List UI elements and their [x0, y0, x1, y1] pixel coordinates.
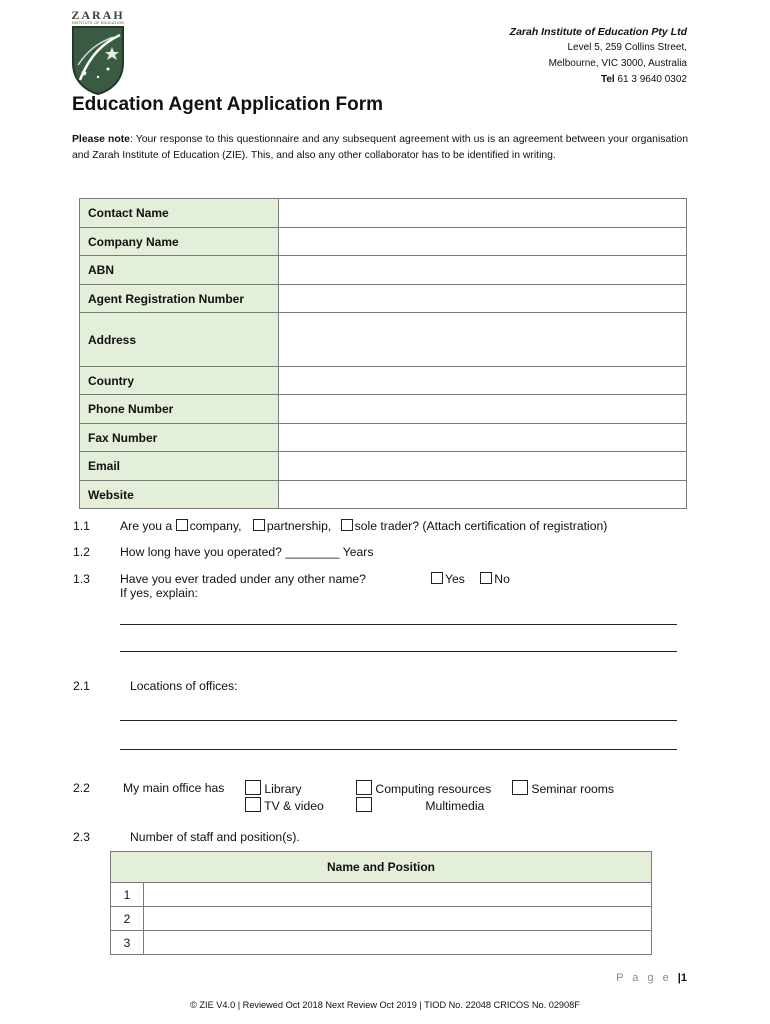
office-line-2[interactable] [120, 749, 677, 750]
page-separator: | [677, 972, 681, 984]
footer-text: © ZIE V4.0 | Reviewed Oct 2018 Next Review Oct 2019 | TIOD No. 22048 CRICOS No. 02908F [190, 1000, 580, 1010]
table-row [111, 907, 652, 931]
field-label-contact-name: Contact Name [80, 199, 279, 228]
shield-emblem-icon [68, 25, 128, 95]
table-row [80, 199, 687, 228]
question-number-2-3: 2.3 [73, 830, 90, 844]
explain-line-1[interactable] [120, 624, 677, 625]
question-number-2-1: 2.1 [73, 679, 90, 693]
field-label-company-name: Company Name [80, 228, 279, 256]
yes-label: Yes [445, 572, 465, 586]
yes-no-options [431, 572, 510, 586]
table-row [111, 931, 652, 955]
partnership-checkbox[interactable] [253, 519, 265, 531]
field-label-phone: Phone Number [80, 395, 279, 424]
phone-input[interactable] [279, 395, 687, 424]
field-label-fax: Fax Number [80, 424, 279, 452]
computing-option [356, 780, 491, 796]
website-input[interactable] [279, 481, 687, 509]
seminar-checkbox[interactable] [512, 780, 528, 795]
tv-video-label: TV & video [264, 799, 324, 813]
table-row [80, 367, 687, 395]
question-1-1 [120, 519, 607, 533]
table-row [80, 285, 687, 313]
contact-details-table [79, 198, 687, 509]
note-label: Please note [72, 134, 130, 145]
q11-sole-trader-label: sole trader? (Attach certification of registration) [354, 519, 608, 533]
yes-checkbox[interactable] [431, 572, 443, 584]
staff-table-header: Name and Position [111, 852, 652, 883]
table-row [111, 883, 652, 907]
table-row [80, 452, 687, 481]
tv-option [245, 797, 324, 813]
question-2-1: Locations of offices: [130, 679, 238, 693]
staff-row-2-input[interactable] [144, 907, 652, 931]
page-number: 1 [680, 972, 687, 984]
field-label-country: Country [80, 367, 279, 395]
contact-name-input[interactable] [279, 199, 687, 228]
question-1-2: How long have you operated? ________ Years [120, 545, 374, 559]
staff-row-number: 2 [111, 907, 144, 931]
staff-row-1-input[interactable] [144, 883, 652, 907]
tel-label: Tel [600, 74, 615, 85]
question-number-1-2: 1.2 [73, 545, 90, 559]
field-label-address: Address [80, 313, 279, 367]
tel-value: 61 3 9640 0302 [617, 74, 687, 85]
page-label: P a g e [616, 972, 672, 984]
table-row [80, 256, 687, 285]
address-line-2: Melbourne, VIC 3000, Australia [548, 58, 687, 69]
agent-registration-input[interactable] [279, 285, 687, 313]
no-checkbox[interactable] [480, 572, 492, 584]
library-option [245, 780, 302, 796]
question-2-2: My main office has [123, 781, 225, 795]
logo-wordmark: ZARAH [71, 8, 125, 22]
multimedia-label: Multimedia [425, 799, 485, 813]
country-input[interactable] [279, 367, 687, 395]
staff-row-number: 3 [111, 931, 144, 955]
table-row [80, 424, 687, 452]
address-input[interactable] [279, 313, 687, 367]
question-number-1-3: 1.3 [73, 572, 90, 586]
seminar-label: Seminar rooms [531, 782, 615, 796]
office-line-1[interactable] [120, 720, 677, 721]
table-row [80, 395, 687, 424]
staff-row-number: 1 [111, 883, 144, 907]
table-row [111, 852, 652, 883]
tv-video-checkbox[interactable] [245, 797, 261, 812]
multimedia-option [356, 797, 484, 813]
library-checkbox[interactable] [245, 780, 261, 795]
page-indicator [616, 972, 687, 984]
q11-partnership-label: partnership, [266, 519, 332, 533]
staff-row-3-input[interactable] [144, 931, 652, 955]
question-1-3: Have you ever traded under any other name? [120, 572, 366, 586]
q11-company-label: company, [189, 519, 242, 533]
staff-table [110, 851, 652, 955]
table-row [80, 481, 687, 509]
email-input[interactable] [279, 452, 687, 481]
library-label: Library [264, 782, 302, 796]
field-label-email: Email [80, 452, 279, 481]
question-2-3: Number of staff and position(s). [130, 830, 300, 844]
seminar-option [512, 780, 614, 796]
field-label-agent-registration: Agent Registration Number [80, 285, 279, 313]
field-label-abn: ABN [80, 256, 279, 285]
address-line-1: Level 5, 259 Collins Street, [567, 42, 687, 53]
form-title: Education Agent Application Form [72, 94, 384, 115]
question-number-2-2: 2.2 [73, 781, 90, 795]
computing-label: Computing resources [375, 782, 492, 796]
company-name-input[interactable] [279, 228, 687, 256]
multimedia-checkbox[interactable] [356, 797, 372, 812]
telephone [510, 72, 687, 88]
table-row [80, 228, 687, 256]
company-address-block [510, 24, 687, 88]
question-1-3-explain: If yes, explain: [120, 586, 198, 600]
company-name: Zarah Institute of Education Pty Ltd [509, 26, 687, 38]
note-text: : Your response to this questionnaire and any subsequent agreement with us is an agreement between your organisation and Zarah Institute of Education (ZIE). This, and also any other collaborator has to be identified in writing. [72, 134, 688, 161]
field-label-website: Website [80, 481, 279, 509]
company-checkbox[interactable] [176, 519, 188, 531]
fax-input[interactable] [279, 424, 687, 452]
explain-line-2[interactable] [120, 651, 677, 652]
please-note-paragraph [72, 132, 688, 164]
zarah-logo [68, 8, 134, 92]
computing-checkbox[interactable] [356, 780, 372, 795]
table-row [80, 313, 687, 367]
q11-prefix: Are you a [120, 519, 173, 533]
question-number-1-1: 1.1 [73, 519, 90, 533]
no-label: No [494, 572, 510, 586]
abn-input[interactable] [279, 256, 687, 285]
logo-subtitle: INSTITUTE OF EDUCATION [72, 21, 124, 25]
sole-trader-checkbox[interactable] [341, 519, 353, 531]
